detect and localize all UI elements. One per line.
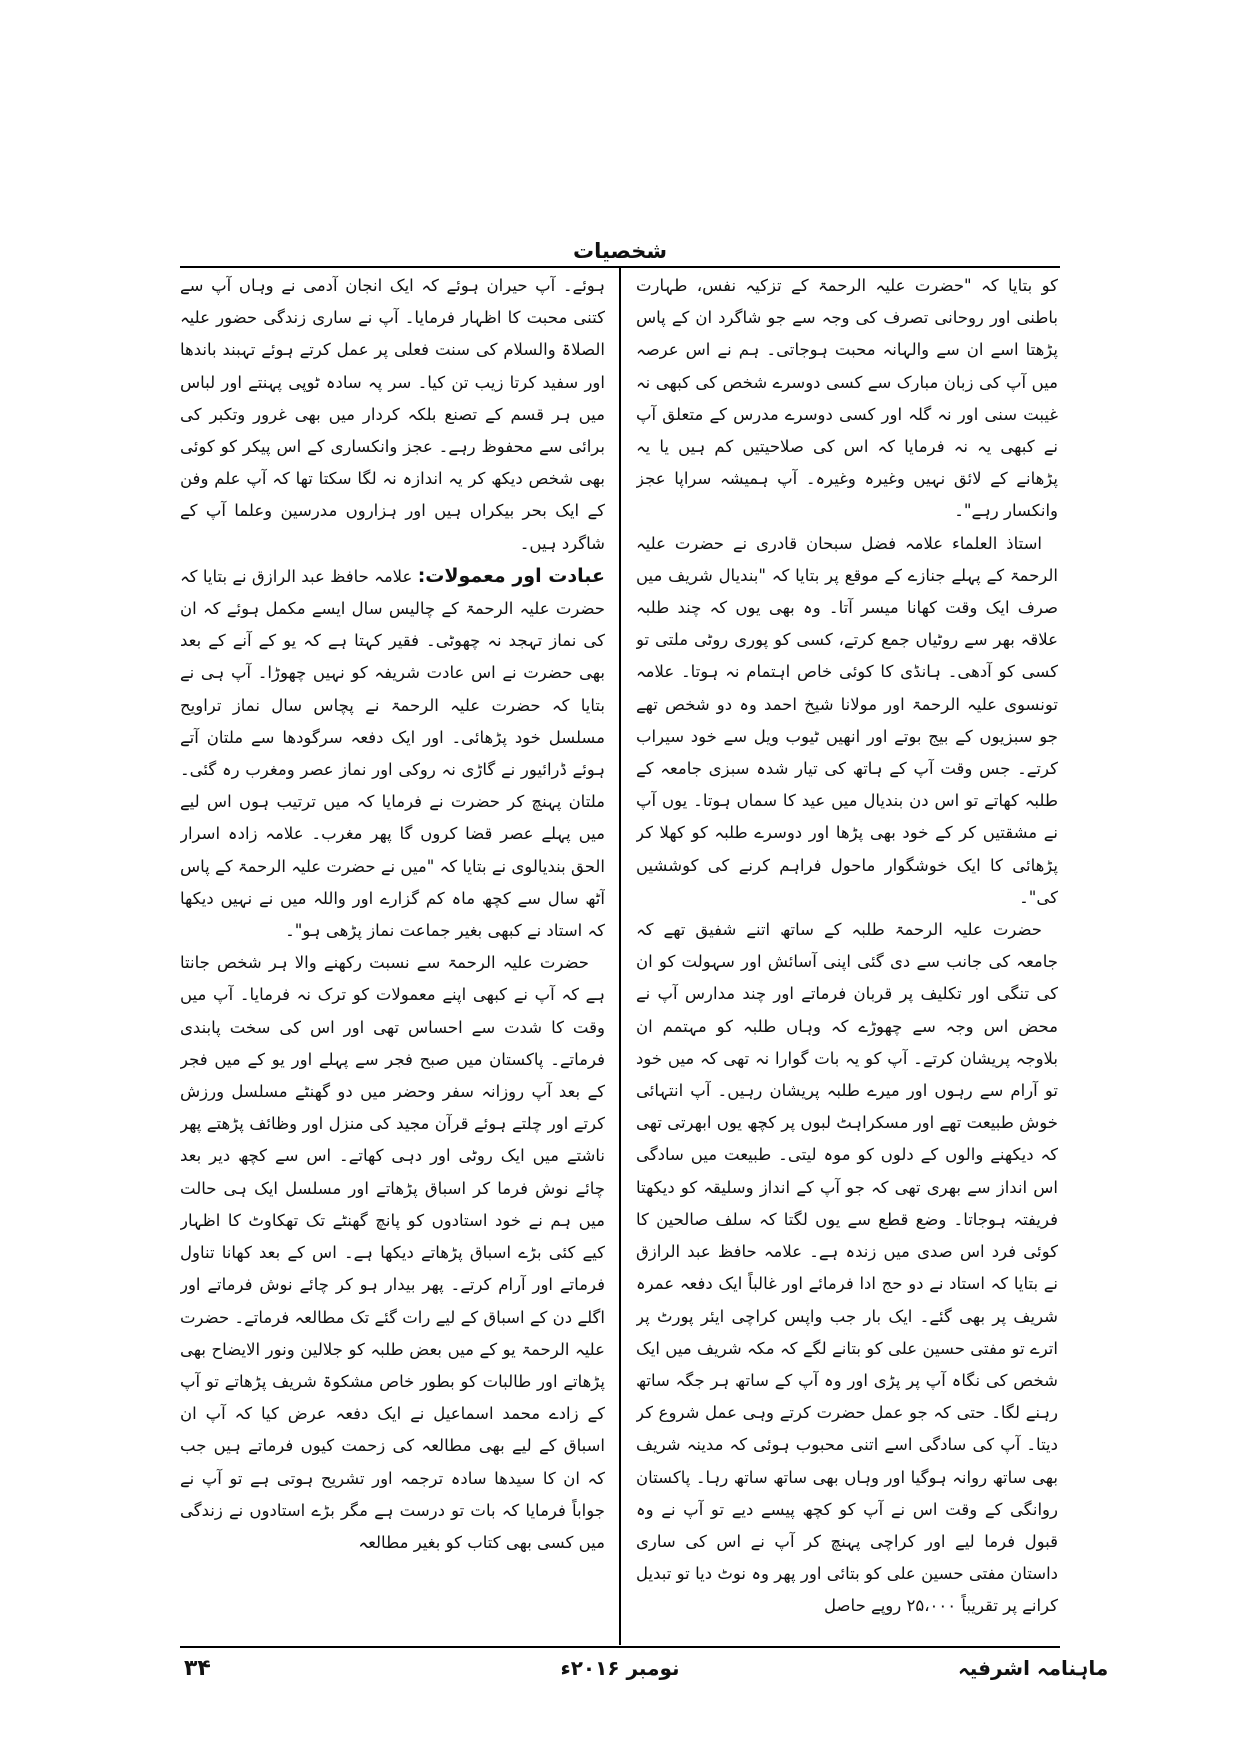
section-heading: عبادت اور معمولات: [417,564,605,587]
magazine-name: ماہنامہ اشرفیہ [958,1656,1109,1680]
paragraph: حضرت علیہ الرحمۃ سے نسبت رکھنے والا ہر شخص جانتا ہے کہ آپ نے کبھی اپنے معمولات کو ترک نہ فرمایا۔ آپ میں وقت کا شدت سے احساس تھی اور اس کی سخت پابندی فرماتے۔ پاکستان میں صبح فجر سے پہلے اور یو کے میں فجر کے بعد آپ روزانہ سفر وحضر میں دو گھنٹے مسلسل ورزش کرتے اور چلتے ہوئے قرآن مجید کی منزل اور وظائف پڑھتے پھر ناشتے میں ایک روٹی اور دہی کھاتے۔ اس سے کچھ دیر بعد چائے نوش فرما کر اسباق پڑھاتے اور مسلسل ایک ہی حالت میں ہم نے خود استادوں کو پانچ گھنٹے تک تھکاوٹ کا اظہار کیے کئی بڑے اسباق پڑھاتے دیکھا ہے۔ اس کے بعد کھانا تناول فرماتے اور آرام کرتے۔ پھر بیدار ہو کر چائے نوش فرماتے اور اگلے دن کے اسباق کے لیے رات گئے تک مطالعہ فرماتے۔ حضرت علیہ الرحمۃ یو کے میں بعض طلبہ کو جلالین ونور الایضاح بھی پڑھاتے اور طالبات کو بطور خاص مشکوۃ شریف پڑھاتے تو آپ کے زادے محمد اسماعیل نے ایک دفعہ عرض کیا کہ آپ ان اسباق کے لیے بھی مطالعہ کی زحمت کیوں فرماتے ہیں جب کہ ان کا سیدھا سادہ ترجمہ اور تشریح ہوتی ہے تو آپ نے جواباً فرمایا کہ بات تو درست ہے مگر بڑے استادوں نے زندگی میں کسی بھی کتاب کو بغیر مطالعہ [180,953,605,1552]
column-divider [619,268,621,1645]
section-header: شخصیات [572,239,668,263]
right-column [636,270,1058,1642]
left-column [180,270,605,1642]
page-number: ۳۴ [184,1656,211,1681]
paragraph-text: علامہ حافظ عبد الرازق نے بتایا کہ حضرت علیہ الرحمۃ کے چالیس سال ایسے مکمل ہوئے کہ ان کی نماز تہجد نہ چھوٹی۔ فقیر کہتا ہے کہ یو کے آنے کے بعد بھی حضرت نے اس عادت شریفہ کو نہیں چھوڑا۔ آپ ہی نے بتایا کہ حضرت علیہ الرحمۃ نے پچاس سال نماز تراویح مسلسل خود پڑھائی۔ اور ایک دفعہ سرگودھا سے ملتان آتے ہوئے ڈرائیور نے گاڑی نہ روکی اور نماز عصر ومغرب رہ گئی۔ ملتان پہنچ کر حضرت نے فرمایا کہ میں ترتیب ہوں اس لیے میں پہلے عصر قضا کروں گا پھر مغرب۔ علامہ زادہ اسرار الحق بندیالوی نے بتایا کہ "میں نے حضرت علیہ الرحمۃ کے پاس آٹھ سال سے کچھ ماہ کم گزارے اور واللہ میں نے نہیں دیکھا کہ استاد نے کبھی بغیر جماعت نماز پڑھی ہو"۔ [180,566,605,941]
paragraph: کو بتایا کہ "حضرت علیہ الرحمۃ کے تزکیہ نفس، طہارت باطنی اور روحانی تصرف کی وجہ سے جو شاگرد ان کے پاس پڑھتا اسے ان سے والہانہ محبت ہوجاتی۔ ہم نے اس عرصہ میں آپ کی زبان مبارک سے کسی دوسرے شخص کی کبھی نہ غیبت سنی اور نہ گلہ اور کسی دوسرے مدرس کے متعلق آپ نے کبھی یہ نہ فرمایا کہ اس کی صلاحیتیں کم ہیں یا یہ پڑھانے کے لائق نہیں وغیرہ وغیرہ۔ آپ ہمیشہ سراپا عجز وانکسار رہے"۔ [636,276,1058,521]
issue-date: نومبر ۲۰۱۶ء [560,1656,680,1680]
paragraph [180,560,605,947]
footer-rule [180,1646,1060,1648]
paragraph: استاذ العلماء علامہ فضل سبحان قادری نے حضرت علیہ الرحمۃ کے پہلے جنازے کے موقع پر بتایا کہ "بندیال شریف میں صرف ایک وقت کھانا میسر آتا۔ وہ بھی یوں کہ چند طلبہ علاقہ بھر سے روٹیاں جمع کرتے، کسی کو پوری روٹی ملتی تو کسی کو آدھی۔ ہانڈی کا کوئی خاص اہتمام نہ ہوتا۔ علامہ تونسوی علیہ الرحمۃ اور مولانا شیخ احمد وہ دو شخص تھے جو سبزیوں کے بیج بوتے اور انھیں ٹیوب ویل سے خود سیراب کرتے۔ جس وقت آپ کے ہاتھ کی تیار شدہ سبزی جامعہ کے طلبہ کھاتے تو اس دن بندیال میں عید کا سماں ہوتا۔ یوں آپ نے مشقتیں کر کے خود بھی پڑھا اور دوسرے طلبہ کو کھلا کر پڑھائی کا ایک خوشگوار ماحول فراہم کرنے کی کوششیں کی"۔ [636,533,1058,907]
paragraph: ہوئے۔ آپ حیران ہوئے کہ ایک انجان آدمی نے وہاں آپ سے کتنی محبت کا اظہار فرمایا۔ آپ نے ساری زندگی حضور علیہ الصلاۃ والسلام کی سنت فعلی پر عمل کرتے ہوئے تہبند باندھا اور سفید کرتا زیب تن کیا۔ سر پہ سادہ ٹوپی پہنتے اور لباس میں ہر قسم کے تصنع بلکہ کردار میں بھی غرور وتکبر کی برائی سے محفوظ رہے۔ عجز وانکساری کے اس پیکر کو کوئی بھی شخص دیکھ کر یہ اندازہ نہ لگا سکتا تھا کہ آپ علم وفن کے ایک بحر بیکراں ہیں اور ہزاروں مدرسین وعلما آپ کے شاگرد ہیں۔ [180,276,605,553]
paragraph: حضرت علیہ الرحمۃ طلبہ کے ساتھ اتنے شفیق تھے کہ جامعہ کی جانب سے دی گئی اپنی آسائش اور سہولت کو ان کی تنگی اور تکلیف پر قربان فرماتے اور چند مدارس آپ نے محض اس وجہ سے چھوڑے کہ وہاں طلبہ کو مہتمم ان بلاوجہ پریشان کرتے۔ آپ کو یہ بات گوارا نہ تھی کہ میں خود تو آرام سے رہوں اور میرے طلبہ پریشان رہیں۔ آپ انتہائی خوش طبیعت تھے اور مسکراہٹ لبوں پر کچھ یوں ابھرتی تھی کہ دیکھنے والوں کے دلوں کو موہ لیتی۔ طبیعت میں سادگی اس انداز سے بھری تھی کہ جو آپ کے انداز وسلیقہ کو دیکھتا فریفتہ ہوجاتا۔ وضع قطع سے یوں لگتا کہ سلف صالحین کا کوئی فرد اس صدی میں زندہ ہے۔ علامہ حافظ عبد الرازق نے بتایا کہ استاد نے دو حج ادا فرمائے اور غالباً ایک دفعہ عمرہ شریف پر بھی گئے۔ ایک بار جب واپس کراچی ایئر پورٹ پر اترے تو مفتی حسین علی کو بتانے لگے کہ مکہ شریف میں ایک شخص کی نگاہ آپ پر پڑی اور وہ آپ کے ساتھ ہر جگہ ساتھ رہنے لگا۔ حتی کہ جو عمل حضرت کرتے وہی عمل شروع کر دیتا۔ آپ کی سادگی اسے اتنی محبوب ہوئی کہ مدینہ شریف بھی ساتھ روانہ ہوگیا اور وہاں بھی ساتھ ساتھ رہا۔ پاکستان روانگی کے وقت اس نے آپ کو کچھ پیسے دیے تو آپ نے وہ قبول فرما لیے اور کراچی پہنچ کر آپ نے اس کی ساری داستان مفتی حسین علی کو بتائی اور پھر وہ نوٹ دیا تو تبدیل کرانے پر تقریباً ۲۵،۰۰۰ روپے حاصل [636,920,1058,1616]
